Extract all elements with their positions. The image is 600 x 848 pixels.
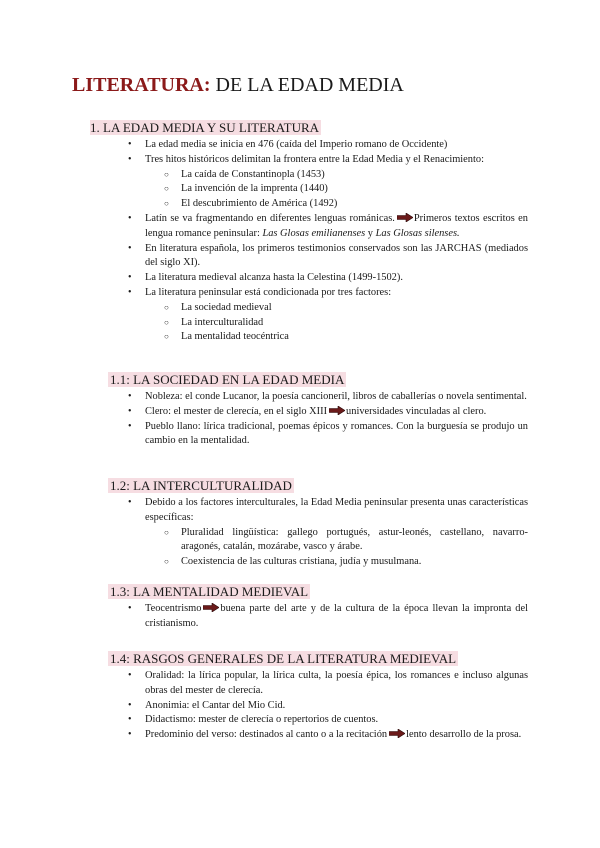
arrow-right-icon — [203, 603, 219, 612]
section-1-4-list — [145, 669, 528, 743]
list-item: • Teocentrismo buena parte del arte y de la cultura de la época llevan la impronta del cristianismo. — [145, 602, 528, 632]
list-item: • Latín se va fragmentando en diferentes lenguas románicas. Primeros textos escritos en lengua romance peninsular: Las Glosas emilianenses y Las Glosas silenses. — [145, 212, 528, 242]
page-title — [72, 74, 404, 97]
section-1-list — [145, 138, 528, 345]
arrow-right-icon — [389, 729, 405, 738]
sublist-item: ○ La caída de Constantinopla (1453) — [181, 168, 528, 183]
arrow-right-icon — [329, 406, 345, 415]
sublist-item: ○ La invención de la imprenta (1440) — [181, 182, 528, 197]
section-1-heading: 1. LA EDAD MEDIA Y SU LITERATURA — [90, 120, 320, 135]
arrow-right-icon — [397, 213, 413, 222]
sublist — [145, 301, 528, 345]
sublist-item: ○ La mentalidad teocéntrica — [181, 330, 528, 345]
list-item: • La literatura peninsular está condicionada por tres factores: ○ La sociedad medieval ○ La interculturalidad ○ La mentalidad teocéntrica — [145, 286, 528, 345]
list-item: • Anonimia: el Cantar del Mio Cid. — [145, 699, 528, 714]
section-1-2-heading: 1.2: LA INTERCULTURALIDAD — [110, 478, 292, 493]
list-item: • Tres hitos históricos delimitan la frontera entre la Edad Media y el Renacimiento: ○ La caída de Constantinopla (1453) ○ La invención de la imprenta (1440) ○ El descubrimiento de América (1492) — [145, 153, 528, 212]
list-item: • La literatura medieval alcanza hasta la Celestina (1499-1502). — [145, 271, 528, 286]
list-item: • Nobleza: el conde Lucanor, la poesía cancioneril, libros de caballerías o novela sentimental. — [145, 390, 528, 405]
list-item: • Predominio del verso: destinados al canto o a la recitación lento desarrollo de la prosa. — [145, 728, 528, 743]
list-item: • Clero: el mester de clerecía, en el siglo XIII universidades vinculadas al clero. — [145, 405, 528, 420]
list-item: • Didactismo: mester de clerecía o repertorios de cuentos. — [145, 713, 528, 728]
list-item: • Oralidad: la lírica popular, la lírica culta, la poesía épica, los romances e incluso algunas obras del mester de clerecía. — [145, 669, 528, 699]
section-1-1-list — [145, 390, 528, 449]
sublist-item: ○ Coexistencia de las culturas cristiana, judía y musulmana. — [181, 555, 528, 570]
title-rest: DE LA EDAD MEDIA — [210, 74, 404, 96]
sublist-item: ○ Pluralidad lingüística: gallego portugués, astur-leonés, castellano, navarro-aragonés, catalán, mozárabe, vasco y árabe. — [181, 526, 528, 556]
sublist-item: ○ La interculturalidad — [181, 316, 528, 331]
title-accent: LITERATURA: — [72, 74, 211, 96]
section-1-3-list — [145, 602, 528, 632]
section-1-3-heading: 1.3: LA MENTALIDAD MEDIEVAL — [110, 584, 309, 599]
sublist — [145, 168, 528, 212]
list-item: • En literatura española, los primeros testimonios conservados son las JARCHAS (mediados del siglo XI). — [145, 242, 528, 272]
sublist-item: ○ La sociedad medieval — [181, 301, 528, 316]
list-item: • La edad media se inicia en 476 (caída del Imperio romano de Occidente) — [145, 138, 528, 153]
section-1-2-list — [145, 496, 528, 570]
list-item: • Debido a los factores interculturales, la Edad Media peninsular presenta unas características específicas: ○ Pluralidad lingüística: gallego portugués, astur-leonés, castellano, navarro-aragonés, catalán, mozárabe, vasco y árabe. ○ Coexistencia de las culturas cristiana, judía y musulmana. — [145, 496, 528, 570]
section-1-1-heading: 1.1: LA SOCIEDAD EN LA EDAD MEDIA — [110, 372, 345, 387]
section-1-4-heading: 1.4: RASGOS GENERALES DE LA LITERATURA MEDIEVAL — [110, 651, 457, 666]
list-item: • Pueblo llano: lírica tradicional, poemas épicos y romances. Con la burguesía se produjo un cambio en la mentalidad. — [145, 420, 528, 450]
sublist-item: ○ El descubrimiento de América (1492) — [181, 197, 528, 212]
sublist — [145, 526, 528, 570]
